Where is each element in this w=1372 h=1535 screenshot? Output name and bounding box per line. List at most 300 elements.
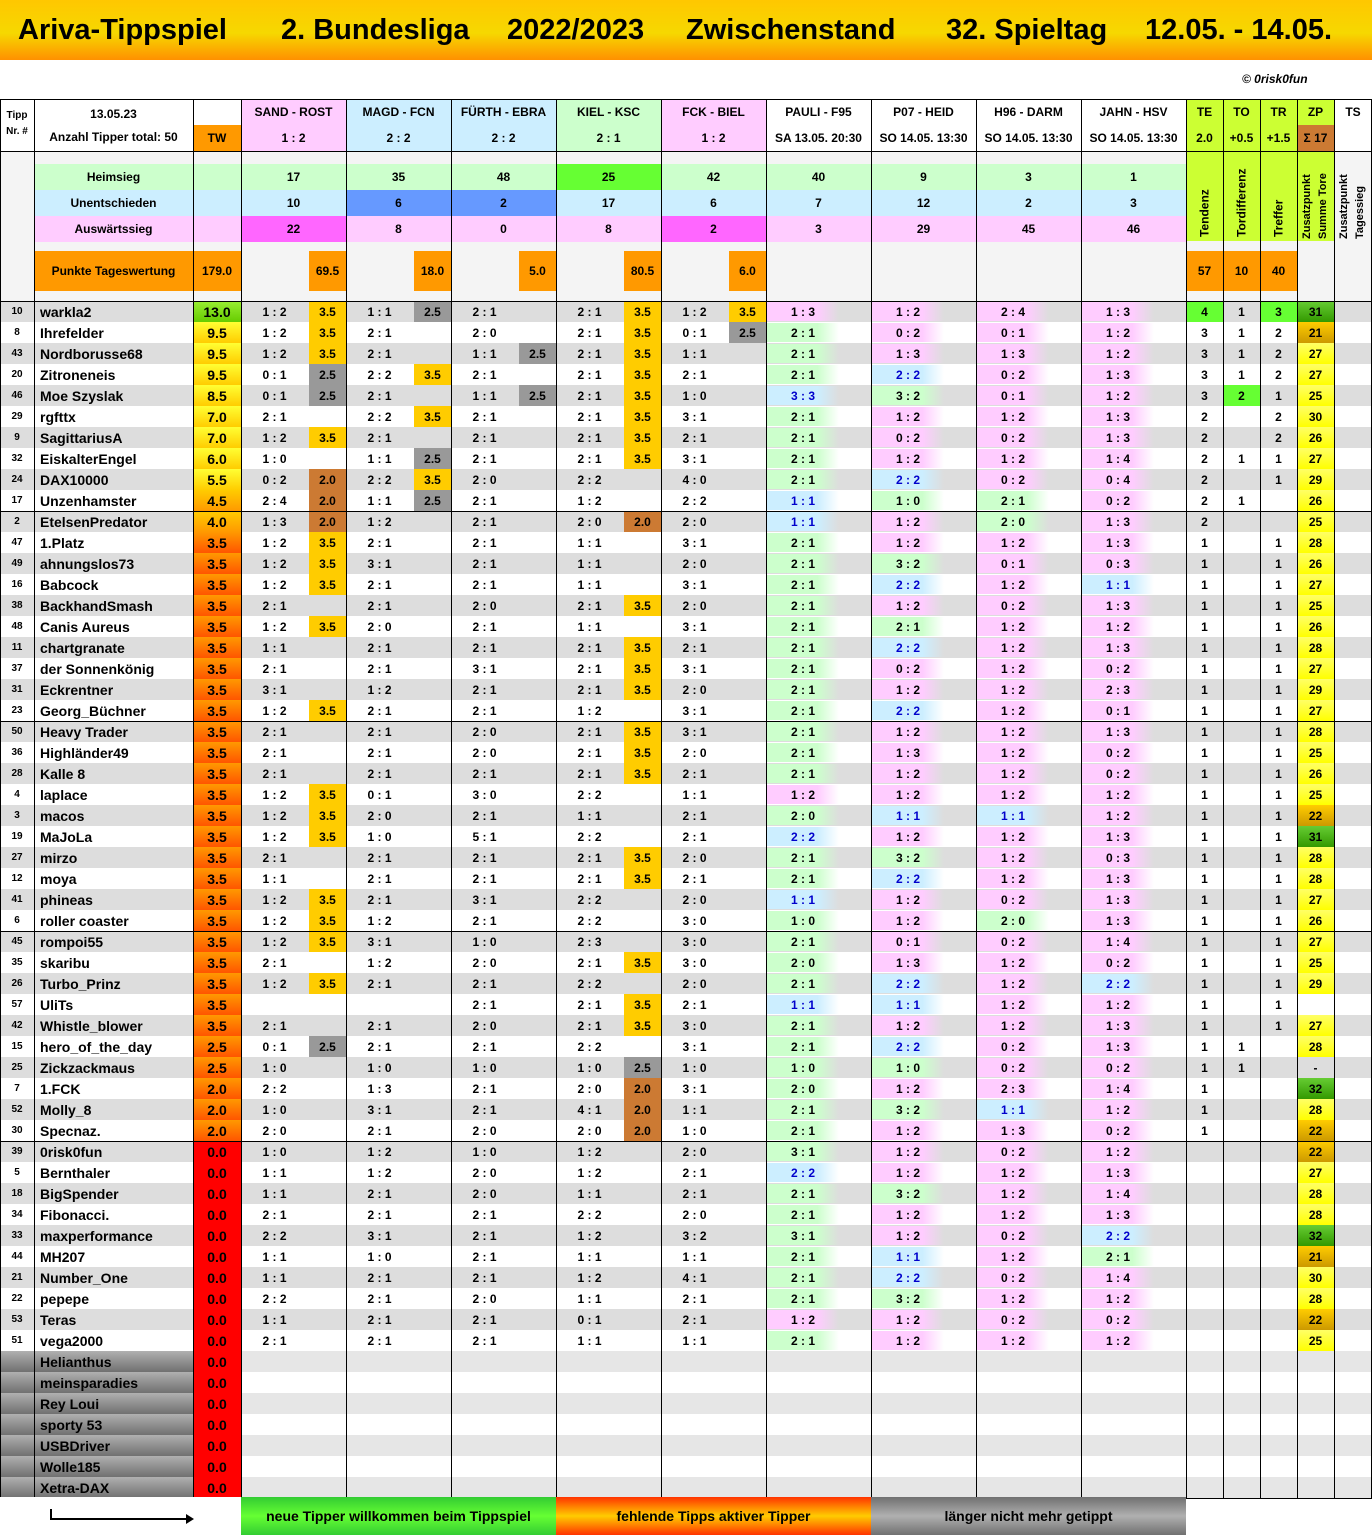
to-value xyxy=(1223,1225,1260,1246)
tipper-number: 6 xyxy=(14,915,20,926)
tip-score: 2 : 1 xyxy=(262,766,287,781)
tipper-number: 36 xyxy=(11,747,23,758)
tip-score: 2 : 1 xyxy=(472,682,497,697)
tip-score: 2 : 1 xyxy=(472,619,497,634)
open-tip: 0 : 2 xyxy=(977,890,1049,909)
tipper-tw: 4.0 xyxy=(193,511,241,532)
open-tip: 3 : 2 xyxy=(872,848,944,867)
tip-score: 3 : 1 xyxy=(682,619,707,634)
ts-value xyxy=(1334,1225,1372,1246)
inactive-tw: 0.0 xyxy=(193,1414,241,1435)
open-tip: 0 : 1 xyxy=(872,932,944,951)
zp-value: 26 xyxy=(1297,553,1334,574)
match-result: 1 : 2 xyxy=(241,125,346,151)
tip-score: 2 : 1 xyxy=(262,661,287,676)
tipper-name: rgfttx xyxy=(40,408,76,425)
tr-value xyxy=(1260,1330,1297,1351)
tipper-tw: 9.5 xyxy=(193,364,241,385)
open-tip: 1 : 2 xyxy=(1082,386,1154,405)
zp-value: 31 xyxy=(1297,826,1334,847)
match-points: 6.0 xyxy=(729,251,766,291)
tip-score: 2 : 1 xyxy=(472,1312,497,1327)
tip-score: 2 : 1 xyxy=(682,1165,707,1180)
tipper-number: 4 xyxy=(14,789,20,800)
tipper-name: Turbo_Prinz xyxy=(40,975,121,992)
tip-points: 3.5 xyxy=(729,301,766,322)
tip-score: 1 : 0 xyxy=(682,1060,707,1075)
tip-score: 2 : 0 xyxy=(472,472,497,487)
inactive-name: USBDriver xyxy=(40,1437,111,1454)
tip-score: 2 : 1 xyxy=(472,1228,497,1243)
tip-score: 2 : 2 xyxy=(577,1207,602,1222)
te-value: 1 xyxy=(1201,1081,1208,1096)
tip-score: 1 : 2 xyxy=(262,787,287,802)
tip-score: 2 : 1 xyxy=(472,1333,497,1348)
zp-value: 26 xyxy=(1297,427,1334,448)
zp-value: 28 xyxy=(1297,847,1334,868)
open-tip: 1 : 3 xyxy=(1082,827,1154,846)
match-result: SA 13.05. 20:30 xyxy=(766,125,871,151)
ts-value xyxy=(1334,448,1372,469)
tip-points: 3.5 xyxy=(624,868,661,889)
tip-score: 2 : 1 xyxy=(472,871,497,886)
tipper-tw: 3.5 xyxy=(193,595,241,616)
tip-points: 3.5 xyxy=(309,532,346,553)
to-value xyxy=(1223,595,1260,616)
tipper-number: 21 xyxy=(11,1272,23,1283)
tr-value: 1 xyxy=(1275,829,1282,844)
stat-heimsieg: 48 xyxy=(451,164,556,190)
tip-score: 2 : 0 xyxy=(367,808,392,823)
stat-tw-unentschieden xyxy=(193,190,241,216)
tip-points: 3.5 xyxy=(309,973,346,994)
te-value xyxy=(1186,1225,1223,1246)
label-treffer: Treffer xyxy=(1260,151,1297,241)
open-tip: 1 : 2 xyxy=(1082,995,1154,1014)
open-tip: 0 : 2 xyxy=(977,470,1049,489)
open-tip: 1 : 3 xyxy=(872,344,944,363)
to-value: 2 xyxy=(1223,385,1260,406)
tip-points: 3.5 xyxy=(624,595,661,616)
tip-score: 1 : 2 xyxy=(262,619,287,634)
zp-value: - xyxy=(1297,1057,1334,1078)
open-tip: 2 : 1 xyxy=(767,743,839,762)
open-tip: 1 : 3 xyxy=(1082,512,1154,531)
tip-points: 3.5 xyxy=(624,1015,661,1036)
tip-points: 3.5 xyxy=(414,469,451,490)
page-title-bar xyxy=(0,0,1372,60)
tip-score: 2 : 2 xyxy=(367,472,392,487)
tr-value: 1 xyxy=(1275,892,1282,907)
zp-value: 21 xyxy=(1297,1246,1334,1267)
tipper-tw: 5.5 xyxy=(193,469,241,490)
tip-score: 2 : 0 xyxy=(472,1291,497,1306)
to-value: 1 xyxy=(1238,1060,1245,1075)
ts-value xyxy=(1334,511,1372,532)
tipper-name: Fibonacci. xyxy=(40,1206,110,1223)
tip-score: 2 : 1 xyxy=(472,535,497,550)
tip-score: 2 : 0 xyxy=(472,325,497,340)
tip-score: 1 : 1 xyxy=(682,1249,707,1264)
v-rule xyxy=(1081,99,1082,1498)
tr-value: 2 xyxy=(1275,430,1282,445)
te-value: 1 xyxy=(1201,1102,1208,1117)
tipper-number: 24 xyxy=(11,474,23,485)
tip-points: 2.5 xyxy=(519,385,556,406)
tipper-number: 34 xyxy=(11,1209,23,1220)
to-value xyxy=(1223,406,1260,427)
tr-value: 1 xyxy=(1275,724,1282,739)
tip-points: 3.5 xyxy=(624,721,661,742)
tr-value xyxy=(1260,1099,1297,1120)
ts-value xyxy=(1334,868,1372,889)
tip-score: 3 : 1 xyxy=(682,409,707,424)
tip-score: 2 : 1 xyxy=(262,598,287,613)
tip-points: 3.5 xyxy=(309,910,346,931)
tip-score: 2 : 2 xyxy=(682,493,707,508)
label-zusatz-tore xyxy=(1297,151,1334,241)
ts-value xyxy=(1334,784,1372,805)
open-tip: 1 : 2 xyxy=(1082,344,1154,363)
tip-score: 2 : 0 xyxy=(577,1081,602,1096)
zp-value: 22 xyxy=(1297,1309,1334,1330)
tipper-number: 8 xyxy=(14,327,20,338)
tipper-name: Heavy Trader xyxy=(40,723,128,740)
tipper-name: Whistle_blower xyxy=(40,1017,143,1034)
tip-score: 2 : 3 xyxy=(577,934,602,949)
tr-value xyxy=(1260,1183,1297,1204)
tip-score: 2 : 0 xyxy=(682,556,707,571)
match-header: JAHN - HSV xyxy=(1081,99,1186,125)
tipper-tw: 2.0 xyxy=(193,1078,241,1099)
open-tip: 0 : 2 xyxy=(1082,1058,1154,1077)
tipper-number: 28 xyxy=(11,768,23,779)
v-rule xyxy=(451,99,452,1498)
tip-score: 2 : 1 xyxy=(682,367,707,382)
tr-value: 1 xyxy=(1275,913,1282,928)
inactive-tw: 0.0 xyxy=(193,1456,241,1477)
tip-score: 2 : 0 xyxy=(682,682,707,697)
open-tip: 1 : 2 xyxy=(977,974,1049,993)
to-value xyxy=(1223,784,1260,805)
open-tip: 1 : 2 xyxy=(977,848,1049,867)
tip-score: 2 : 1 xyxy=(367,745,392,760)
tip-score: 3 : 1 xyxy=(682,724,707,739)
tip-score: 1 : 1 xyxy=(577,1186,602,1201)
tip-score: 2 : 1 xyxy=(367,1018,392,1033)
zp-value: 25 xyxy=(1297,742,1334,763)
ts-value xyxy=(1334,1015,1372,1036)
open-tip: 1 : 1 xyxy=(977,1100,1049,1119)
tipper-name: roller coaster xyxy=(40,912,129,929)
stat-unentschieden: 2 xyxy=(976,190,1081,216)
tip-points: 3.5 xyxy=(309,553,346,574)
match-result: 2 : 2 xyxy=(346,125,451,151)
tip-score: 1 : 1 xyxy=(367,451,392,466)
match-result: 2 : 1 xyxy=(556,125,661,151)
open-tip: 2 : 1 xyxy=(977,491,1049,510)
open-tip: 1 : 2 xyxy=(872,911,944,930)
te-value xyxy=(1186,1309,1223,1330)
te-value: 3 xyxy=(1201,346,1208,361)
open-tip: 0 : 2 xyxy=(977,1037,1049,1056)
te-value: 1 xyxy=(1201,913,1208,928)
ts-value xyxy=(1334,1288,1372,1309)
open-tip: 1 : 2 xyxy=(977,1016,1049,1035)
tip-score: 0 : 1 xyxy=(262,1039,287,1054)
te-value xyxy=(1186,1246,1223,1267)
tipper-number: 39 xyxy=(11,1146,23,1157)
open-tip: 2 : 1 xyxy=(767,365,839,384)
to-value: 1 xyxy=(1238,367,1245,382)
tip-score: 1 : 1 xyxy=(262,871,287,886)
tipper-name: Nordborusse68 xyxy=(40,345,143,362)
tr-value: 1 xyxy=(1275,598,1282,613)
inactive-name: Xetra-DAX xyxy=(40,1479,110,1496)
te-value: 1 xyxy=(1201,1060,1208,1075)
open-tip: 2 : 2 xyxy=(767,827,839,846)
tr-value xyxy=(1260,1225,1297,1246)
tip-score: 2 : 4 xyxy=(262,493,287,508)
tip-score: 1 : 1 xyxy=(577,1291,602,1306)
tip-score: 2 : 1 xyxy=(262,409,287,424)
tip-score: 2 : 1 xyxy=(367,1333,392,1348)
te-value: 1 xyxy=(1201,808,1208,823)
header-tr: TR xyxy=(1260,99,1297,125)
ts-value xyxy=(1334,700,1372,721)
open-tip: 2 : 1 xyxy=(1082,1247,1154,1266)
tip-points: 2.5 xyxy=(414,448,451,469)
v-rule xyxy=(346,99,347,1498)
tip-score: 2 : 2 xyxy=(367,367,392,382)
open-tip: 1 : 2 xyxy=(977,1331,1049,1350)
tipper-tw: 3.5 xyxy=(193,721,241,742)
title-season: 2022/2023 xyxy=(507,14,645,46)
to-value xyxy=(1223,658,1260,679)
zusatz-label-2: Summe Tore xyxy=(1317,173,1329,239)
h-rule xyxy=(0,99,1372,100)
tip-score: 1 : 1 xyxy=(577,535,602,550)
tip-score: 1 : 2 xyxy=(262,703,287,718)
tip-score: 1 : 1 xyxy=(262,640,287,655)
tip-score: 1 : 2 xyxy=(262,304,287,319)
tipper-number: 10 xyxy=(11,306,23,317)
tipper-tw: 3.5 xyxy=(193,637,241,658)
tip-score: 1 : 1 xyxy=(682,1102,707,1117)
tipper-tw: 0.0 xyxy=(193,1330,241,1351)
legend-new-tippers: neue Tipper willkommen beim Tippspiel xyxy=(241,1497,556,1535)
tip-points: 3.5 xyxy=(309,574,346,595)
tipper-name: phineas xyxy=(40,891,93,908)
label-tordifferenz: Tordifferenz xyxy=(1223,151,1260,241)
tip-points: 2.0 xyxy=(624,1120,661,1141)
open-tip: 2 : 1 xyxy=(767,638,839,657)
tip-points: 2.0 xyxy=(309,511,346,532)
open-tip: 1 : 2 xyxy=(1082,323,1154,342)
zp-value: 27 xyxy=(1297,574,1334,595)
tipper-number: 7 xyxy=(14,1083,20,1094)
tip-score: 1 : 0 xyxy=(262,1060,287,1075)
zp-value: 28 xyxy=(1297,1183,1334,1204)
ts-value xyxy=(1334,658,1372,679)
tr-value: 1 xyxy=(1275,703,1282,718)
tipper-name: SagittariusA xyxy=(40,429,123,446)
stat-unentschieden: 7 xyxy=(766,190,871,216)
tip-score: 2 : 1 xyxy=(472,640,497,655)
open-tip: 2 : 1 xyxy=(872,617,944,636)
tip-score: 1 : 0 xyxy=(472,1060,497,1075)
v-rule xyxy=(193,99,194,1498)
tip-score: 2 : 1 xyxy=(472,1039,497,1054)
open-tip: 1 : 2 xyxy=(872,596,944,615)
tipper-tw: 8.5 xyxy=(193,385,241,406)
tipper-number: 46 xyxy=(11,390,23,401)
tipper-number: 42 xyxy=(11,1020,23,1031)
tip-points: 3.5 xyxy=(414,364,451,385)
te-value: 1 xyxy=(1201,997,1208,1012)
open-tip: 2 : 1 xyxy=(767,449,839,468)
open-tip: 2 : 1 xyxy=(767,344,839,363)
tip-score: 3 : 1 xyxy=(367,556,392,571)
tip-score: 2 : 1 xyxy=(472,493,497,508)
open-tip: 2 : 1 xyxy=(767,323,839,342)
open-tip: 1 : 2 xyxy=(977,680,1049,699)
tip-score: 4 : 1 xyxy=(577,1102,602,1117)
open-tip: 2 : 1 xyxy=(767,701,839,720)
te-value: 1 xyxy=(1201,976,1208,991)
tipper-tw: 3.5 xyxy=(193,658,241,679)
stat-unentschieden: 3 xyxy=(1081,190,1186,216)
tip-score: 1 : 2 xyxy=(577,493,602,508)
tipper-tw: 3.5 xyxy=(193,784,241,805)
tipper-tw: 0.0 xyxy=(193,1246,241,1267)
te-value xyxy=(1186,1183,1223,1204)
open-tip: 2 : 1 xyxy=(767,554,839,573)
tipper-number: 30 xyxy=(11,1125,23,1136)
inactive-tw: 0.0 xyxy=(193,1372,241,1393)
tipper-tw: 3.5 xyxy=(193,700,241,721)
tr-value xyxy=(1260,1078,1297,1099)
open-tip: 0 : 2 xyxy=(872,323,944,342)
open-tip: 2 : 1 xyxy=(767,1016,839,1035)
open-tip: 1 : 0 xyxy=(872,491,944,510)
tip-points: 2.5 xyxy=(624,1057,661,1078)
open-tip: 3 : 1 xyxy=(767,1142,839,1161)
tip-score: 2 : 0 xyxy=(472,1186,497,1201)
tip-score: 2 : 1 xyxy=(472,913,497,928)
tip-points: 3.5 xyxy=(309,616,346,637)
tip-score: 2 : 1 xyxy=(367,703,392,718)
tip-score: 2 : 1 xyxy=(577,409,602,424)
ts-value xyxy=(1334,1036,1372,1057)
tipper-number: 23 xyxy=(11,705,23,716)
tipper-number: 22 xyxy=(11,1293,23,1304)
open-tip: 2 : 2 xyxy=(1082,974,1154,993)
tip-score: 0 : 1 xyxy=(262,367,287,382)
tip-score: 2 : 0 xyxy=(682,745,707,760)
match-points: 5.0 xyxy=(519,251,556,291)
te-value: 1 xyxy=(1201,724,1208,739)
open-tip: 1 : 1 xyxy=(872,995,944,1014)
open-tip: 0 : 2 xyxy=(977,1268,1049,1287)
te-value: 1 xyxy=(1201,871,1208,886)
tip-points: 3.5 xyxy=(624,637,661,658)
tipper-number: 53 xyxy=(11,1314,23,1325)
tip-score: 2 : 1 xyxy=(472,304,497,319)
tip-score: 4 : 0 xyxy=(682,472,707,487)
tip-score: 2 : 2 xyxy=(577,472,602,487)
match-header: PAULI - F95 xyxy=(766,99,871,125)
stat-heimsieg: 9 xyxy=(871,164,976,190)
ts-value xyxy=(1334,1162,1372,1183)
header-to: TO xyxy=(1223,99,1260,125)
tipper-tw: 0.0 xyxy=(193,1204,241,1225)
tip-score: 5 : 1 xyxy=(472,829,497,844)
header-te: TE xyxy=(1186,99,1223,125)
tipper-tw: 0.0 xyxy=(193,1225,241,1246)
ts-value xyxy=(1334,931,1372,952)
open-tip: 1 : 1 xyxy=(1082,575,1154,594)
zp-value: 27 xyxy=(1297,700,1334,721)
tip-score: 2 : 1 xyxy=(367,976,392,991)
tip-points: 3.5 xyxy=(309,427,346,448)
tip-score: 1 : 2 xyxy=(262,577,287,592)
open-tip: 1 : 2 xyxy=(977,638,1049,657)
header-nr: Nr. # xyxy=(6,125,28,137)
tipper-number: 27 xyxy=(11,852,23,863)
tr-value: 1 xyxy=(1275,808,1282,823)
open-tip: 2 : 2 xyxy=(872,869,944,888)
open-tip: 1 : 3 xyxy=(977,344,1049,363)
zp-value: 29 xyxy=(1297,469,1334,490)
inactive-tw: 0.0 xyxy=(193,1393,241,1414)
to-value xyxy=(1223,1309,1260,1330)
tipper-tw: 3.5 xyxy=(193,826,241,847)
tip-score: 2 : 1 xyxy=(367,388,392,403)
tipper-number: 3 xyxy=(14,810,20,821)
to-value xyxy=(1223,889,1260,910)
tip-score: 3 : 1 xyxy=(472,661,497,676)
open-tip: 0 : 1 xyxy=(1082,701,1154,720)
zp-value: 28 xyxy=(1297,637,1334,658)
tip-score: 2 : 0 xyxy=(472,724,497,739)
tipper-number: 9 xyxy=(14,432,20,443)
ts-value xyxy=(1334,406,1372,427)
to-value xyxy=(1223,1204,1260,1225)
ts-value xyxy=(1334,1057,1372,1078)
tipper-number: 44 xyxy=(11,1251,23,1262)
open-tip: 1 : 2 xyxy=(977,995,1049,1014)
tip-score: 2 : 1 xyxy=(262,850,287,865)
to-value xyxy=(1223,847,1260,868)
stat-label-unentschieden: Unentschieden xyxy=(34,190,193,216)
to-value xyxy=(1223,679,1260,700)
inactive-name: Wolle185 xyxy=(40,1458,101,1475)
tip-score: 2 : 1 xyxy=(367,1312,392,1327)
open-tip: 1 : 2 xyxy=(977,533,1049,552)
inactive-tw: 0.0 xyxy=(193,1351,241,1372)
te-value xyxy=(1186,1204,1223,1225)
ts-value xyxy=(1334,952,1372,973)
tip-score: 3 : 1 xyxy=(262,682,287,697)
open-tip: 1 : 3 xyxy=(767,302,839,321)
v-rule xyxy=(0,99,1,1498)
tip-score: 3 : 1 xyxy=(682,577,707,592)
tip-score: 1 : 2 xyxy=(577,1228,602,1243)
tip-score: 2 : 1 xyxy=(472,409,497,424)
stat-unentschieden: 2 xyxy=(451,190,556,216)
stat-tw-auswaertssieg xyxy=(193,216,241,242)
